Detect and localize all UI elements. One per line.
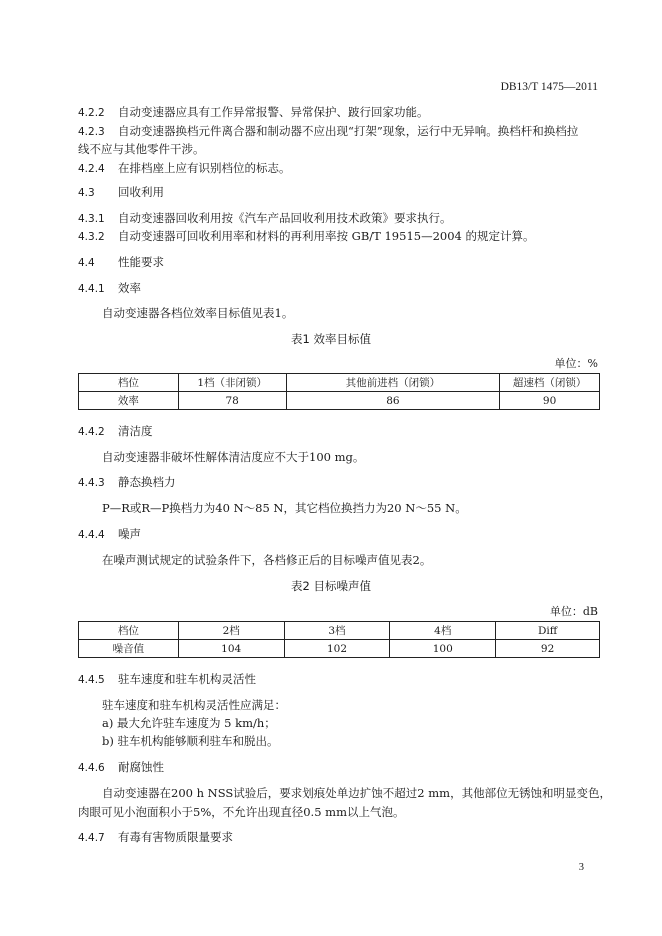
table-cell: 100 — [390, 640, 496, 658]
section-title: 驻车速度和驻车机构灵活性 — [118, 672, 256, 686]
list-item-b: b) 驻车机构能够顺利驻车和脱出。 — [102, 734, 279, 748]
table-cell: 86 — [286, 392, 500, 410]
clause-4-3-2 — [78, 228, 535, 246]
section-number: 4.3 — [78, 187, 95, 199]
clause-number: 4.3.1 — [78, 213, 105, 225]
section-4-4-4-heading — [78, 526, 141, 542]
paragraph-4-4-2: 自动变速器非破坏性解体清洁度应不大于100 mg。 — [102, 450, 365, 464]
table-row — [79, 392, 600, 410]
table-header-cell: 3档 — [284, 622, 390, 640]
clause-number: 4.2.4 — [78, 163, 105, 175]
table-cell: 90 — [500, 392, 600, 410]
clause-4-3-1 — [78, 210, 452, 228]
list-item-a: a) 最大允许驻车速度为 5 km/h； — [102, 716, 276, 730]
clause-text: 自动变速器换档元件离合器和制动器不应出现“打架”现象，运行中无异响。换档杆和换档拉 — [118, 124, 579, 138]
table-header-cell: 4档 — [390, 622, 496, 640]
table1-unit: 单位：% — [554, 357, 598, 370]
clause-4-2-3-continued: 线不应与其他零件干涉。 — [78, 142, 205, 156]
table-cell: 78 — [178, 392, 286, 410]
section-title: 噪声 — [118, 527, 141, 541]
section-4-4-6-heading — [78, 759, 164, 775]
table1-efficiency — [78, 373, 600, 410]
table-header-cell: 超速档（闭锁） — [500, 374, 600, 392]
section-title: 静态换档力 — [118, 475, 176, 489]
clause-text: 自动变速器应具有工作异常报警、异常保护、跛行回家功能。 — [118, 105, 429, 119]
section-number: 4.4.3 — [78, 477, 105, 489]
paragraph-4-4-5: 驻车速度和驻车机构灵活性应满足： — [102, 698, 286, 712]
clause-number: 4.3.2 — [78, 231, 105, 243]
section-4-4-5-heading — [78, 671, 256, 687]
section-title: 有毒有害物质限量要求 — [118, 830, 233, 844]
page-number: 3 — [578, 862, 584, 873]
section-number: 4.4 — [78, 257, 95, 269]
paragraph-4-4-4: 在噪声测试规定的试验条件下，各档修正后的目标噪声值见表2。 — [102, 553, 432, 567]
paragraph-4-4-6-continued: 肉眼可见小泡面积小于5%，不允许出现直径0.5 mm以上气泡。 — [78, 805, 405, 819]
clause-text: 自动变速器可回收利用率和材料的再利用率按 GB/T 19515—2004 的规定计算。 — [118, 229, 535, 243]
paragraph-4-4-6: 自动变速器在200 h NSS试验后，要求划痕处单边扩蚀不超过2 mm，其他部位无锈蚀和明显变色， — [102, 786, 612, 800]
table-cell: 92 — [496, 640, 600, 658]
section-title: 清洁度 — [118, 424, 153, 438]
clause-4-2-3 — [78, 123, 578, 141]
clause-4-2-2 — [78, 104, 429, 122]
table-header-row — [79, 374, 600, 392]
table-header-cell: 其他前进档（闭锁） — [286, 374, 500, 392]
clause-text: 自动变速器回收利用按《汽车产品回收利用技术政策》要求执行。 — [118, 211, 452, 225]
table-row — [79, 640, 600, 658]
table-header-cell: 1档（非闭锁） — [178, 374, 286, 392]
table-header-cell: Diff — [496, 622, 600, 640]
table-header-row — [79, 622, 600, 640]
table2-noise — [78, 621, 600, 658]
section-title: 回收利用 — [118, 185, 164, 199]
section-number: 4.4.1 — [78, 283, 105, 295]
clause-text: 在排档座上应有识别档位的标志。 — [118, 161, 291, 175]
section-title: 效率 — [118, 281, 141, 295]
section-4-4-7-heading — [78, 829, 233, 845]
section-4-4-1-heading — [78, 280, 141, 296]
section-number: 4.4.6 — [78, 762, 105, 774]
table1-title: 表1 效率目标值 — [291, 332, 371, 346]
standard-code-header: DB13/T 1475—2011 — [500, 81, 598, 93]
table2-title: 表2 目标噪声值 — [291, 579, 371, 593]
table-header-cell: 档位 — [79, 622, 179, 640]
table-cell: 效率 — [79, 392, 179, 410]
section-number: 4.4.5 — [78, 674, 105, 686]
section-4-3-heading — [78, 184, 164, 200]
clause-4-2-4 — [78, 160, 291, 178]
paragraph-4-4-3: P—R或R—P换档力为40 N～85 N，其它档位换挡力为20 N～55 N。 — [102, 501, 467, 515]
section-title: 耐腐蚀性 — [118, 760, 164, 774]
section-number: 4.4.2 — [78, 426, 105, 438]
section-4-4-2-heading — [78, 423, 153, 439]
table-header-cell: 2档 — [178, 622, 284, 640]
table2-unit: 单位：dB — [549, 605, 598, 618]
table-cell: 噪音值 — [79, 640, 179, 658]
table-cell: 102 — [284, 640, 390, 658]
table-header-cell: 档位 — [79, 374, 179, 392]
section-4-4-3-heading — [78, 474, 176, 490]
clause-number: 4.2.2 — [78, 107, 105, 119]
clause-number: 4.2.3 — [78, 126, 105, 138]
section-number: 4.4.4 — [78, 529, 105, 541]
section-4-4-heading — [78, 254, 164, 270]
paragraph-4-4-1: 自动变速器各档位效率目标值见表1。 — [102, 306, 294, 320]
section-number: 4.4.7 — [78, 832, 105, 844]
section-title: 性能要求 — [118, 255, 164, 269]
table-cell: 104 — [178, 640, 284, 658]
